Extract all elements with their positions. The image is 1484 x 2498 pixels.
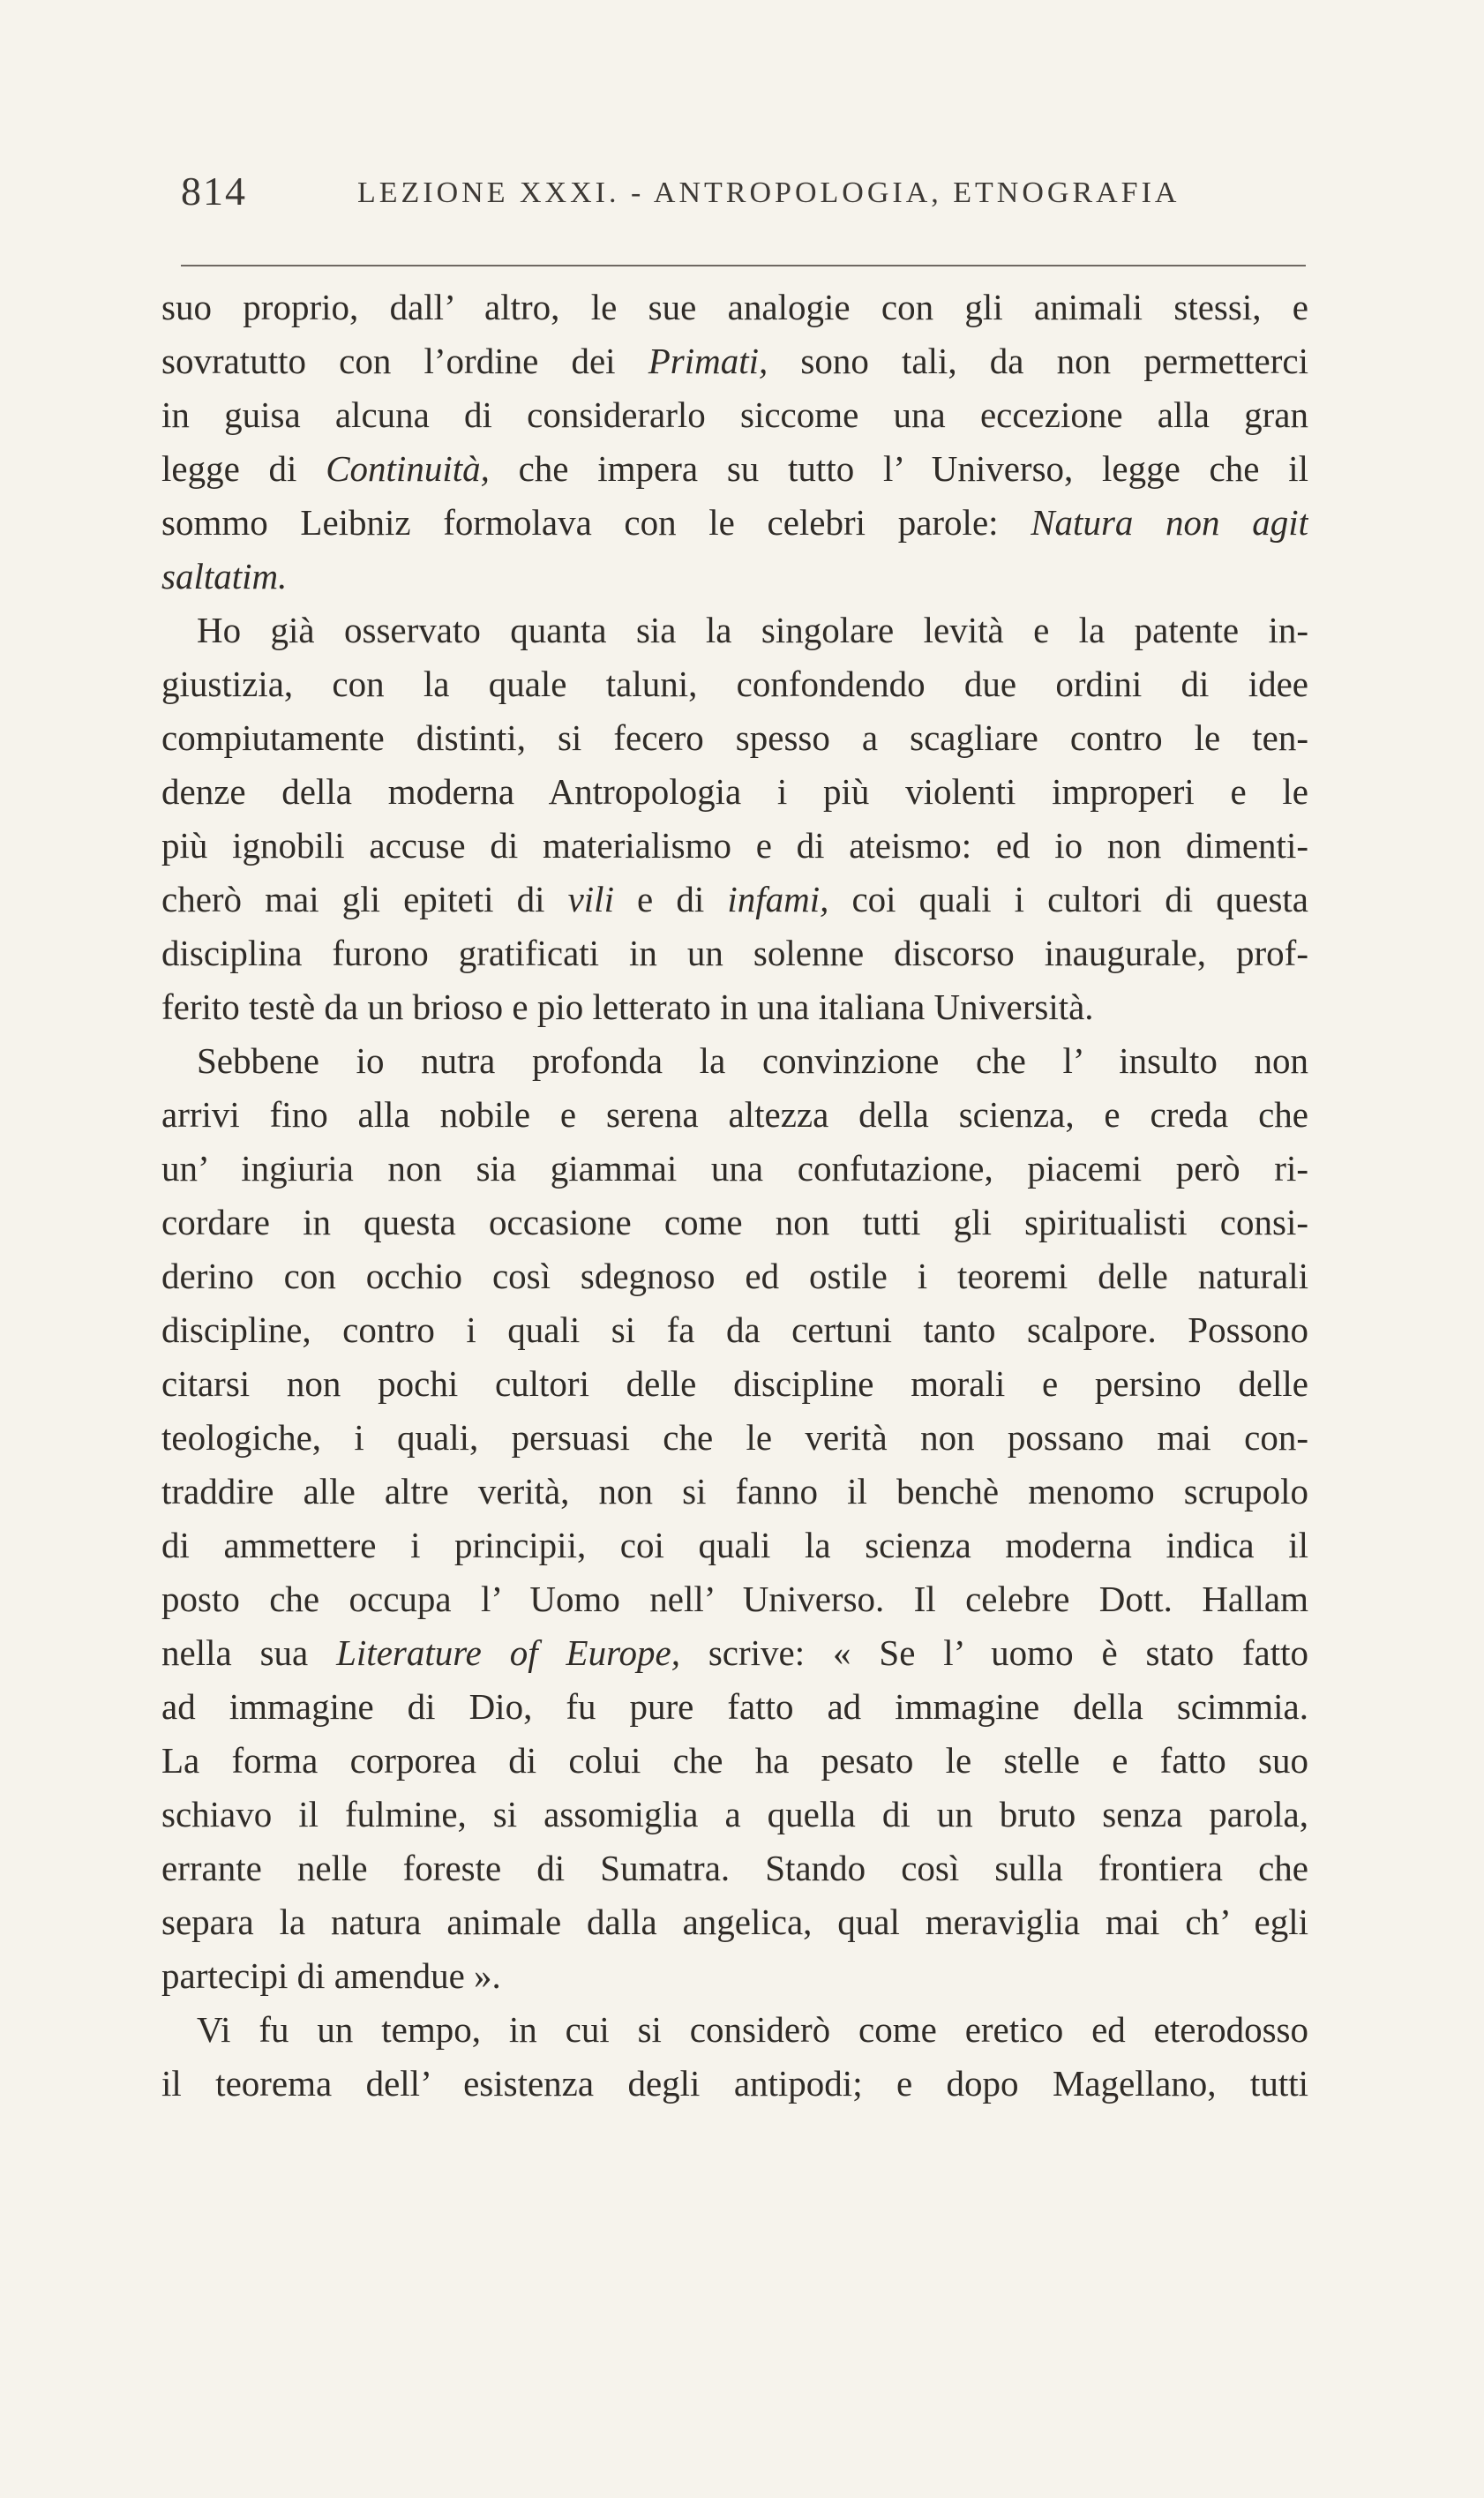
text-segment: più ignobili accuse di materialismo e di ateismo: ed io non dimenti- bbox=[161, 825, 1308, 866]
text-segment: cherò mai gli epiteti di bbox=[161, 879, 568, 919]
italic-text: infami, bbox=[727, 879, 829, 919]
text-line bbox=[161, 388, 1308, 442]
text-segment: sono tali, da non permetterci bbox=[768, 341, 1308, 381]
text-segment: legge di bbox=[161, 448, 326, 489]
text-line bbox=[161, 1034, 1308, 1088]
text-line bbox=[161, 334, 1308, 388]
italic-text: saltatim. bbox=[161, 556, 288, 596]
text-segment: arrivi fino alla nobile e serena altezza della scienza, e creda che bbox=[161, 1094, 1308, 1135]
italic-text: Primati, bbox=[648, 341, 768, 381]
text-segment: partecipi di amendue ». bbox=[161, 1955, 501, 1996]
text-segment: citarsi non pochi cultori delle discipline morali e persino delle bbox=[161, 1363, 1308, 1404]
text-line bbox=[161, 1734, 1308, 1788]
text-segment: errante nelle foreste di Sumatra. Stando così sulla frontiera che bbox=[161, 1848, 1308, 1888]
text-line bbox=[161, 980, 1308, 1034]
text-segment: coi quali i cultori di questa bbox=[828, 879, 1308, 919]
text-segment: suo proprio, dall’ altro, le sue analogie con gli animali stessi, e bbox=[161, 287, 1308, 327]
text-segment: discipline, contro i quali si fa da certuni tanto scalpore. Possono bbox=[161, 1309, 1308, 1350]
text-line bbox=[161, 1572, 1308, 1626]
header-rule bbox=[181, 265, 1306, 266]
text-line bbox=[161, 819, 1308, 873]
text-segment: sommo Leibniz formolava con le celebri parole: bbox=[161, 502, 1031, 543]
text-line bbox=[161, 873, 1308, 926]
text-line bbox=[161, 1357, 1308, 1411]
text-segment: separa la natura animale dalla angelica, qual meraviglia mai ch’ egli bbox=[161, 1902, 1308, 1942]
text-line bbox=[161, 1196, 1308, 1249]
text-line bbox=[161, 1465, 1308, 1519]
text-segment: teologiche, i quali, persuasi che le verità non possano mai con- bbox=[161, 1417, 1308, 1458]
text-line bbox=[161, 1842, 1308, 1895]
running-head bbox=[181, 168, 1306, 229]
text-line bbox=[161, 1895, 1308, 1949]
text-segment: un’ ingiuria non sia giammai una confutazione, piacemi però ri- bbox=[161, 1148, 1308, 1189]
running-head-title: LEZIONE XXXI. - ANTROPOLOGIA, ETNOGRAFIA bbox=[357, 176, 1180, 209]
text-segment: La forma corporea di colui che ha pesato le stelle e fatto suo bbox=[161, 1740, 1308, 1781]
text-line bbox=[161, 1626, 1308, 1680]
italic-text: Literature of Europe, bbox=[336, 1632, 680, 1673]
text-segment: compiutamente distinti, si fecero spesso a scagliare contro le ten- bbox=[161, 717, 1308, 758]
text-line bbox=[161, 765, 1308, 819]
text-line bbox=[161, 1680, 1308, 1734]
text-line bbox=[161, 1949, 1308, 2003]
text-line bbox=[161, 657, 1308, 711]
text-segment: e di bbox=[613, 879, 728, 919]
text-line bbox=[161, 2003, 1308, 2057]
text-line bbox=[161, 1788, 1308, 1842]
text-line bbox=[161, 1088, 1308, 1142]
text-segment: ad immagine di Dio, fu pure fatto ad immagine della scimmia. bbox=[161, 1686, 1308, 1727]
text-segment: Vi fu un tempo, in cui si considerò come eretico ed eterodosso bbox=[197, 2009, 1308, 2050]
text-segment: disciplina furono gratificati in un solenne discorso inaugurale, prof- bbox=[161, 933, 1308, 973]
text-segment: giustizia, con la quale taluni, confondendo due ordini di idee bbox=[161, 664, 1308, 704]
text-segment: schiavo il fulmine, si assomiglia a quella di un bruto senza parola, bbox=[161, 1794, 1308, 1834]
text-segment: che impera su tutto l’ Universo, legge che il bbox=[489, 448, 1308, 489]
text-segment: cordare in questa occasione come non tutti gli spiritualisti consi- bbox=[161, 1202, 1308, 1242]
text-segment: di ammettere i principii, coi quali la scienza moderna indica il bbox=[161, 1525, 1308, 1565]
text-segment: Ho già osservato quanta sia la singolare levità e la patente in- bbox=[197, 610, 1308, 650]
italic-text: Natura non agit bbox=[1031, 502, 1308, 543]
text-segment: nella sua bbox=[161, 1632, 337, 1673]
text-line bbox=[161, 2057, 1308, 2111]
text-segment: il teorema dell’ esistenza degli antipodi; e dopo Magellano, tutti bbox=[161, 2063, 1308, 2104]
body-text bbox=[161, 281, 1308, 2111]
italic-text: Continuità, bbox=[326, 448, 490, 489]
text-segment: traddire alle altre verità, non si fanno il benchè menomo scrupolo bbox=[161, 1471, 1308, 1512]
text-line bbox=[161, 496, 1308, 550]
text-line bbox=[161, 1519, 1308, 1572]
text-line bbox=[161, 1249, 1308, 1303]
text-line bbox=[161, 1142, 1308, 1196]
text-segment: posto che occupa l’ Uomo nell’ Universo. Il celebre Dott. Hallam bbox=[161, 1579, 1308, 1619]
text-segment: denze della moderna Antropologia i più violenti improperi e le bbox=[161, 771, 1308, 812]
text-segment: scrive: « Se l’ uomo è stato fatto bbox=[679, 1632, 1308, 1673]
text-line bbox=[161, 1411, 1308, 1465]
page-number: 814 bbox=[181, 169, 247, 214]
text-segment: in guisa alcuna di considerarlo siccome una eccezione alla gran bbox=[161, 394, 1308, 435]
text-segment: Sebbene io nutra profonda la convinzione che l’ insulto non bbox=[197, 1040, 1308, 1081]
text-line bbox=[161, 1303, 1308, 1357]
text-segment: sovratutto con l’ordine dei bbox=[161, 341, 648, 381]
text-line bbox=[161, 926, 1308, 980]
text-line bbox=[161, 550, 1308, 604]
text-line bbox=[161, 442, 1308, 496]
text-line bbox=[161, 604, 1308, 657]
text-segment: derino con occhio così sdegnoso ed ostile i teoremi delle naturali bbox=[161, 1256, 1308, 1296]
text-line bbox=[161, 711, 1308, 765]
text-segment: ferito testè da un brioso e pio letterato in una italiana Università. bbox=[161, 986, 1094, 1027]
text-line bbox=[161, 281, 1308, 334]
italic-text: vili bbox=[567, 879, 614, 919]
